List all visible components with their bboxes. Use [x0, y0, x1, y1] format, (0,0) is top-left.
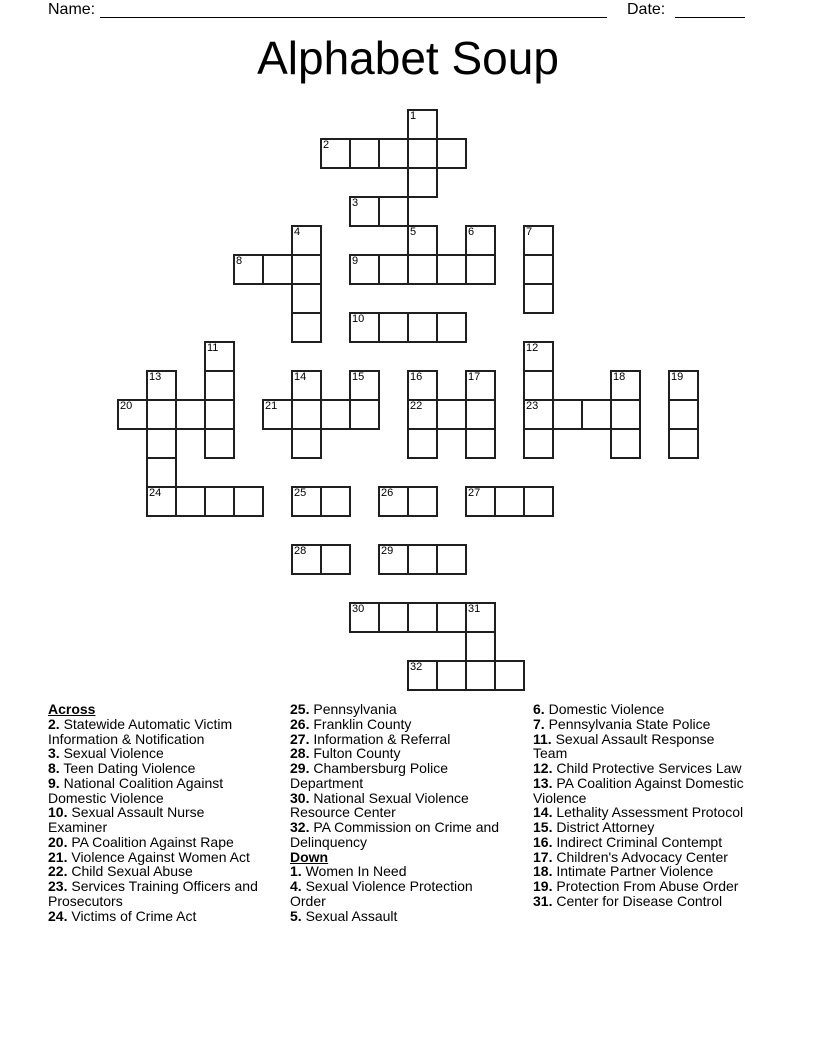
cell-number: 21	[265, 400, 278, 412]
clue-text: Sexual Assault	[305, 907, 398, 924]
crossword-cell[interactable]	[175, 486, 206, 517]
clue-text: Intimate Partner Violence	[556, 863, 714, 880]
clue-number: 7.	[533, 715, 545, 732]
clue-24-across	[48, 909, 264, 924]
crossword-cell[interactable]	[407, 486, 438, 517]
crossword-cell[interactable]	[233, 254, 264, 285]
clue-7-down	[533, 717, 749, 732]
crossword-cell[interactable]	[378, 138, 409, 169]
clue-number: 16.	[533, 833, 553, 850]
crossword-cell[interactable]	[349, 399, 380, 430]
crossword-cell[interactable]	[204, 399, 235, 430]
cell-number: 12	[526, 342, 539, 354]
crossword-cell[interactable]	[436, 660, 467, 691]
clue-6-down	[533, 702, 749, 717]
crossword-cell[interactable]	[465, 428, 496, 459]
clue-number: 1.	[290, 863, 302, 880]
clue-14-down	[533, 805, 749, 820]
crossword-cell[interactable]	[523, 370, 554, 401]
clue-text: Child Protective Services Law	[556, 760, 742, 776]
crossword-cell[interactable]	[407, 167, 438, 198]
crossword-cell[interactable]	[349, 370, 380, 401]
cell-number: 18	[613, 371, 626, 383]
clue-22-across	[48, 864, 264, 879]
crossword-cell[interactable]	[378, 312, 409, 343]
cell-number: 9	[352, 255, 359, 267]
crossword-cell[interactable]	[146, 486, 177, 517]
crossword-cell[interactable]	[378, 544, 409, 575]
crossword-cell[interactable]	[610, 399, 641, 430]
crossword-cell[interactable]	[436, 544, 467, 575]
crossword-cell[interactable]	[610, 428, 641, 459]
clue-text: Center for Disease Control	[556, 892, 723, 909]
cell-number: 10	[352, 313, 365, 325]
clue-text: PA Commission on Crime and Delinquency	[290, 819, 500, 850]
crossword-cell[interactable]	[378, 196, 409, 227]
crossword-cell[interactable]	[175, 399, 206, 430]
crossword-cell[interactable]	[668, 370, 699, 401]
crossword-cell[interactable]	[320, 544, 351, 575]
crossword-cell[interactable]	[465, 631, 496, 662]
clue-23-across	[48, 879, 264, 909]
crossword-cell[interactable]	[436, 602, 467, 633]
clue-number: 9.	[48, 774, 60, 791]
clue-number: 15.	[533, 819, 553, 835]
clue-10-across	[48, 805, 264, 835]
clue-13-down	[533, 776, 749, 806]
clue-number: 18.	[533, 863, 553, 880]
clue-15-down	[533, 820, 749, 835]
clue-number: 14.	[533, 804, 553, 821]
clue-25-across	[290, 702, 506, 717]
crossword-cell[interactable]	[610, 370, 641, 401]
crossword-cell[interactable]	[146, 399, 177, 430]
crossword-cell[interactable]	[523, 225, 554, 256]
clue-column-3	[533, 702, 749, 909]
cell-number: 16	[410, 371, 423, 383]
clue-text: Fulton County	[313, 745, 401, 762]
clue-1-down	[290, 864, 506, 879]
crossword-cell[interactable]	[291, 399, 322, 430]
clue-27-across	[290, 732, 506, 747]
clue-text: Statewide Automatic Victim Information & Notification	[48, 715, 233, 747]
clue-text: Violence Against Women Act	[71, 848, 250, 865]
clue-30-across	[290, 791, 506, 821]
clue-29-across	[290, 761, 506, 791]
crossword-cell[interactable]	[465, 660, 496, 691]
clue-9-across	[48, 776, 264, 806]
clue-32-across	[290, 820, 506, 850]
date-label: Date:	[627, 1, 666, 18]
crossword-cell[interactable]	[407, 312, 438, 343]
clue-number: 21.	[48, 848, 68, 865]
clue-20-across	[48, 835, 264, 850]
clue-text: Information & Referral	[313, 730, 451, 747]
clue-text: Franklin County	[313, 715, 412, 732]
crossword-cell[interactable]	[407, 370, 438, 401]
cell-number: 28	[294, 545, 307, 557]
crossword-cell[interactable]	[407, 428, 438, 459]
clue-number: 20.	[48, 833, 68, 850]
crossword-cell[interactable]	[291, 312, 322, 343]
clue-text: District Attorney	[556, 819, 655, 835]
clue-number: 13.	[533, 774, 553, 791]
crossword-cell[interactable]	[262, 254, 293, 285]
clue-number: 17.	[533, 848, 553, 865]
cell-number: 24	[149, 487, 162, 499]
crossword-cell[interactable]	[407, 544, 438, 575]
clue-number: 29.	[290, 760, 310, 776]
clue-number: 23.	[48, 878, 68, 894]
crossword-cell[interactable]	[378, 486, 409, 517]
clue-column-1	[48, 702, 264, 923]
clue-16-down	[533, 835, 749, 850]
clue-text: Victims of Crime Act	[71, 907, 197, 924]
clue-text: PA Coalition Against Domestic Violence	[533, 774, 744, 806]
page-title: Alphabet Soup	[257, 32, 559, 84]
crossword-cell[interactable]	[407, 138, 438, 169]
crossword-cell[interactable]	[494, 660, 525, 691]
crossword-cell[interactable]	[407, 399, 438, 430]
clue-text: Children's Advocacy Center	[556, 848, 728, 865]
clue-number: 12.	[533, 760, 553, 776]
crossword-cell[interactable]	[552, 399, 583, 430]
cell-number: 20	[120, 400, 133, 412]
cell-number: 4	[294, 226, 301, 238]
clue-31-down	[533, 894, 749, 909]
clue-2-across	[48, 717, 264, 747]
clue-number: 24.	[48, 907, 68, 924]
clue-text: Sexual Assault Response Team	[533, 730, 715, 762]
clue-number: 11.	[533, 730, 552, 747]
clue-number: 32.	[290, 819, 310, 835]
cell-number: 22	[410, 400, 423, 412]
clue-17-down	[533, 850, 749, 865]
across-heading: Across	[48, 701, 96, 717]
clue-text: Sexual Assault Nurse Examiner	[48, 804, 205, 835]
crossword-cell[interactable]	[668, 399, 699, 430]
clue-text: Chambersburg Police Department	[290, 760, 448, 791]
crossword-cell[interactable]	[349, 196, 380, 227]
clue-text: Sexual Violence Protection Order	[290, 878, 473, 909]
crossword-cell[interactable]	[465, 370, 496, 401]
clue-number: 4.	[290, 878, 302, 894]
crossword-cell[interactable]	[320, 486, 351, 517]
cell-number: 13	[149, 371, 162, 383]
cell-number: 30	[352, 603, 365, 615]
crossword-cell[interactable]	[581, 399, 612, 430]
crossword-cell[interactable]	[291, 283, 322, 314]
clue-text: Protection From Abuse Order	[556, 878, 739, 894]
cell-number: 19	[671, 371, 684, 383]
crossword-cell[interactable]	[465, 486, 496, 517]
cell-number: 31	[468, 603, 481, 615]
crossword-cell[interactable]	[378, 254, 409, 285]
crossword-cell[interactable]	[349, 138, 380, 169]
clue-text: Child Sexual Abuse	[71, 863, 193, 880]
cell-number: 6	[468, 226, 475, 238]
crossword-cell[interactable]	[436, 399, 467, 430]
crossword-cell[interactable]	[465, 225, 496, 256]
clue-8-across	[48, 761, 264, 776]
clue-4-down	[290, 879, 506, 909]
crossword-cell[interactable]	[523, 486, 554, 517]
clue-number: 27.	[290, 730, 310, 747]
clue-text: Women In Need	[305, 863, 407, 880]
clue-21-across	[48, 850, 264, 865]
crossword-cell[interactable]	[378, 602, 409, 633]
cell-number: 1	[410, 110, 417, 122]
clue-number: 19.	[533, 878, 553, 894]
clue-column-2	[290, 702, 506, 923]
clue-3-across	[48, 746, 264, 761]
crossword-cell[interactable]	[523, 283, 554, 314]
clue-text: Pennsylvania	[313, 701, 397, 717]
cell-number: 11	[207, 342, 219, 354]
clue-number: 6.	[533, 701, 545, 717]
clue-text: Sexual Violence	[63, 745, 164, 762]
clue-26-across	[290, 717, 506, 732]
cell-number: 17	[468, 371, 481, 383]
cell-number: 32	[410, 661, 423, 673]
cell-number: 3	[352, 197, 359, 209]
clue-number: 26.	[290, 715, 310, 732]
crossword-cell[interactable]	[349, 602, 380, 633]
crossword-cell[interactable]	[465, 399, 496, 430]
crossword-cell[interactable]	[668, 428, 699, 459]
cell-number: 14	[294, 371, 307, 383]
crossword-cell[interactable]	[204, 428, 235, 459]
cell-number: 23	[526, 400, 539, 412]
clue-number: 28.	[290, 745, 310, 762]
cell-number: 15	[352, 371, 365, 383]
crossword-cell[interactable]	[320, 138, 351, 169]
crossword-cell[interactable]	[204, 486, 235, 517]
crossword-cell[interactable]	[320, 399, 351, 430]
cell-number: 5	[410, 226, 417, 238]
crossword-cell[interactable]	[436, 254, 467, 285]
clue-text: National Coalition Against Domestic Violence	[48, 774, 224, 806]
clue-12-down	[533, 761, 749, 776]
crossword-cell[interactable]	[523, 428, 554, 459]
cell-number: 29	[381, 545, 394, 557]
crossword-cell[interactable]	[262, 399, 293, 430]
crossword-cell[interactable]	[146, 457, 177, 488]
crossword-cell[interactable]	[291, 254, 322, 285]
crossword-cell[interactable]	[291, 544, 322, 575]
crossword-cell[interactable]	[436, 312, 467, 343]
clue-number: 10.	[48, 804, 68, 821]
crossword-cell[interactable]	[407, 602, 438, 633]
clue-text: Teen Dating Violence	[63, 760, 196, 776]
clue-number: 25.	[290, 701, 310, 717]
clue-18-down	[533, 864, 749, 879]
clue-28-across	[290, 746, 506, 761]
clue-text: National Sexual Violence Resource Center	[290, 789, 469, 821]
crossword-cell[interactable]	[523, 254, 554, 285]
crossword-cell[interactable]	[291, 428, 322, 459]
crossword-cell[interactable]	[349, 312, 380, 343]
down-heading: Down	[290, 848, 329, 865]
crossword-cell[interactable]	[204, 370, 235, 401]
crossword-cell[interactable]	[465, 602, 496, 633]
clue-text: Domestic Violence	[548, 701, 665, 717]
crossword-cell[interactable]	[436, 138, 467, 169]
clue-number: 3.	[48, 745, 60, 762]
clue-19-down	[533, 879, 749, 894]
cell-number: 8	[236, 255, 243, 267]
clue-number: 8.	[48, 760, 60, 776]
crossword-cell[interactable]	[291, 486, 322, 517]
crossword-cell[interactable]	[349, 254, 380, 285]
clue-text: Lethality Assessment Protocol	[556, 804, 744, 821]
crossword-cell[interactable]	[146, 428, 177, 459]
crossword-cell[interactable]	[407, 225, 438, 256]
clue-number: 2.	[48, 715, 60, 732]
cell-number: 27	[468, 487, 481, 499]
crossword-cell[interactable]	[233, 486, 264, 517]
crossword-cell[interactable]	[291, 225, 322, 256]
clue-number: 30.	[290, 789, 310, 806]
clue-number: 22.	[48, 863, 68, 880]
crossword-cell[interactable]	[291, 370, 322, 401]
clue-11-down	[533, 732, 749, 762]
crossword-cell[interactable]	[494, 486, 525, 517]
clue-text: Services Training Officers and Prosecutors	[48, 878, 258, 909]
crossword-cell[interactable]	[465, 254, 496, 285]
cell-number: 7	[526, 226, 533, 238]
name-label: Name:	[48, 1, 96, 18]
crossword-cell[interactable]	[407, 660, 438, 691]
clue-number: 5.	[290, 907, 302, 924]
clue-text: Indirect Criminal Contempt	[556, 833, 723, 850]
crossword-cell[interactable]	[117, 399, 148, 430]
cell-number: 2	[323, 139, 330, 151]
clue-5-down	[290, 909, 506, 924]
crossword-cell[interactable]	[523, 399, 554, 430]
clue-text: Pennsylvania State Police	[548, 715, 711, 732]
clue-text: PA Coalition Against Rape	[71, 833, 234, 850]
crossword-cell[interactable]	[407, 254, 438, 285]
clue-number: 31.	[533, 892, 553, 909]
crossword-cell[interactable]	[407, 109, 438, 140]
cell-number: 26	[381, 487, 394, 499]
cell-number: 25	[294, 487, 307, 499]
crossword-cell[interactable]	[523, 341, 554, 372]
crossword-cell[interactable]	[204, 341, 235, 372]
crossword-cell[interactable]	[146, 370, 177, 401]
